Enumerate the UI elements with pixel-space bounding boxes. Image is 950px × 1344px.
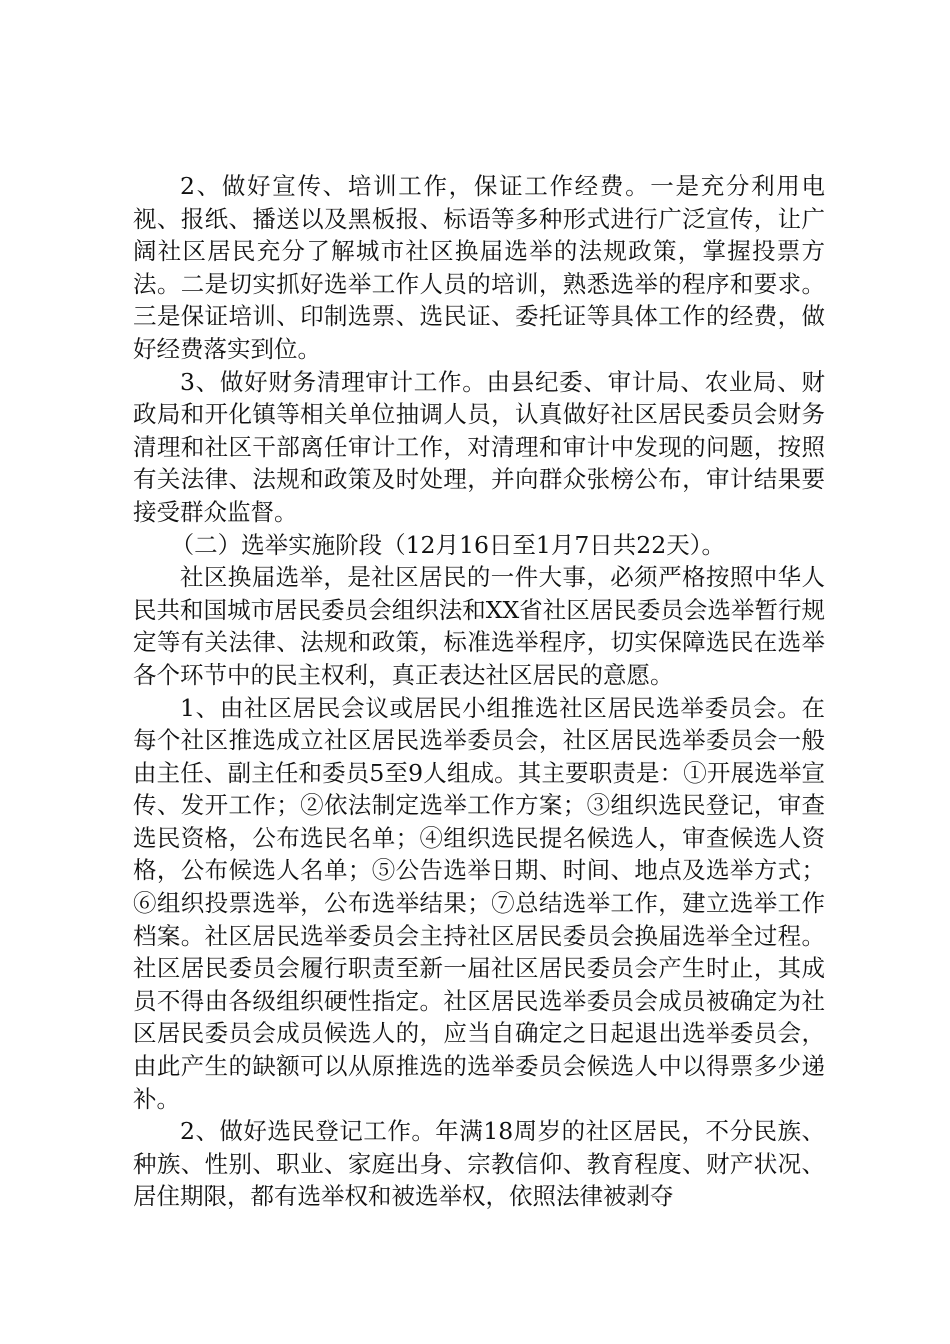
section-heading-election-phase: （二）选举实施阶段（12月16日至1月7日共22天）。 xyxy=(170,530,725,559)
document-body xyxy=(133,170,825,1213)
paragraph-voter-registration: 2、做好选民登记工作。年满18周岁的社区居民，不分民族、种族、性别、职业、家庭出身、宗教信仰、教育程度、财产状况、居住期限，都有选举权和被选举权，依照法律被剥夺 xyxy=(133,1117,825,1211)
paragraph-publicity-training: 2、做好宣传、培训工作，保证工作经费。一是充分利用电视、报纸、播送以及黑板报、标语等多种形式进行广泛宣传，让广阔社区居民充分了解城市社区换届选举的法规政策，掌握投票方法。二是切实抓好选举工作人员的培训，熟悉选举的程序和要求。三是保证培训、印制选票、选民证、委托证等具体工作的经费，做好经费落实到位。 xyxy=(133,172,825,363)
paragraph-election-committee: 1、由社区居民会议或居民小组推选社区居民选举委员会。在每个社区推选成立社区居民选举委员会，社区居民选举委员会一般由主任、副主任和委员5至9人组成。其主要职责是：①开展选举宣传、发开工作；②依法制定选举工作方案；③组织选民登记，审查选民资格，公布选民名单；④组织选民提名候选人，审查候选人资格，公布候选人名单；⑤公告选举日期、时间、地点及选举方式；⑥组织投票选举，公布选举结果；⑦总结选举工作，建立选举工作档案。社区居民选举委员会主持社区居民委员会换届选举全过程。社区居民委员会履行职责至新一届社区居民委员会产生时止，其成员不得由各级组织硬性指定。社区居民选举委员会成员被确定为社区居民委员会成员候选人的，应当自确定之日起退出选举委员会，由此产生的缺额可以从原推选的选举委员会候选人中以得票多少递补。 xyxy=(133,693,825,1113)
paragraph-financial-audit: 3、做好财务清理审计工作。由县纪委、审计局、农业局、财政局和开化镇等相关单位抽调人员，认真做好社区居民委员会财务清理和社区干部离任审计工作，对清理和审计中发现的问题，按照有关法律、法规和政策及时处理，并向群众张榜公布，审计结果要接受群众监督。 xyxy=(133,367,825,526)
paragraph-election-overview: 社区换届选举，是社区居民的一件大事，必须严格按照中华人民共和国城市居民委员会组织法和XX省社区居民委员会选举暂行规定等有关法律、法规和政策，标准选举程序，切实保障选民在选举各个环节中的民主权利，真正表达社区居民的意愿。 xyxy=(133,563,825,689)
